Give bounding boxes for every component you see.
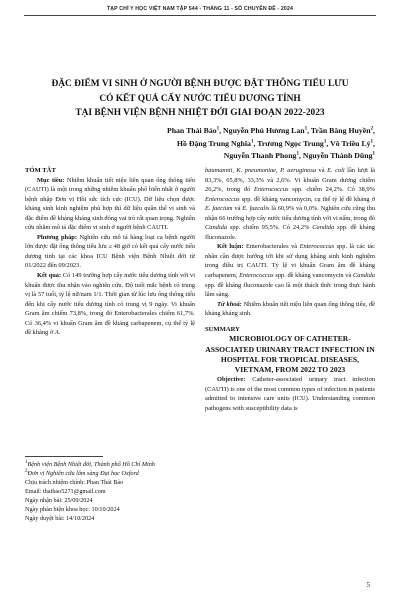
email-line (25, 487, 195, 496)
received-value: 25/09/2024 (64, 497, 93, 504)
organism: Enterococcus (239, 272, 274, 280)
author-affiliation: 1 (216, 126, 220, 132)
author-sep: , (373, 126, 375, 135)
organism: Enterococcus (205, 195, 240, 203)
organism: E. faecalis (242, 205, 270, 213)
author-sep: , (298, 151, 303, 160)
objective-en-label: Objective: (217, 376, 246, 384)
text: spp. đề kháng vancomycin, cụ thể tỷ lệ đề kháng ở (241, 195, 375, 203)
author-sep: , (219, 126, 224, 135)
email-label: Email: (25, 488, 42, 495)
author-sep: , (326, 138, 331, 148)
organism: Enterococcus (299, 243, 335, 251)
method-label: Phương pháp: (37, 233, 77, 241)
author-name: Nguyễn Thành Dũng (302, 151, 373, 160)
result-continued (205, 166, 375, 242)
method-text: Nghiên cứu mô tả hàng loạt ca bệnh người lớn được đặt ống thông tiểu lưu ≥ 48 giờ có kết quả cấy nước tiểu dương tính tại các khoa ICU Bệnh viện Bệnh Nhiệt đới từ 01/2022 đến 09/2023. (25, 233, 195, 270)
conclusion-paragraph (205, 242, 375, 299)
author-name: Nguyễn Thanh Phong (223, 151, 297, 160)
author-line-2 (45, 138, 375, 151)
english-title: MICROBIOLOGY OF CATHETER-ASSOCIATED URINARY TRACT INFECTION IN HOSPITAL FOR TROPICAL DISEASES, VIETNAM, FROM 2022 TO 2023 (205, 334, 375, 374)
author-sep: , (373, 138, 375, 148)
received-date (25, 496, 195, 505)
objective-label: Mục tiêu: (37, 176, 65, 184)
title-line-1: ĐẶC ĐIỂM VI SINH Ở NGƯỜI BỆNH ĐƯỢC ĐẶT THÔNG TIỂU LƯU (51, 79, 349, 89)
objective-en-paragraph (205, 375, 375, 413)
page-number: 5 (366, 581, 370, 589)
affiliation-1-text: Bệnh viện Bệnh Nhiệt đới, Thành phố Hồ Chí Minh (27, 461, 155, 468)
text: spp. đề kháng fluconazole. (205, 224, 375, 241)
method-paragraph (25, 233, 195, 271)
author-name: Trương Ngọc Trung (257, 138, 324, 148)
approved-value: 14/10/2024 (66, 515, 95, 522)
affiliation-2-text: Đơn vị Nghiên cứu lâm sàng Đại học Oxford (27, 470, 139, 477)
author-affiliation: 1 (304, 126, 308, 132)
received-label: Ngày nhận bài: (25, 497, 63, 504)
text: spp. đề kháng vancomycin và (275, 272, 352, 280)
corresponding-name: Phan Thái Bảo (86, 479, 124, 486)
email-address[interactable]: thaibao5271@gmail.com (43, 488, 106, 495)
organism: Enterococcus (253, 186, 289, 194)
keywords-text: Nhiễm khuẩn tiết niệu liên quan ống thông tiểu, đề kháng kháng sinh. (205, 300, 375, 318)
organism: baumannii, K. pneumoniae, P. aeruginosa (205, 167, 317, 174)
author-sep: , (253, 138, 258, 148)
result-text: Có 149 trường hợp cấy nước tiểu dương tính với vi khuẩn được thu nhận vào nghiên cứu. Độ tuổi mắc bệnh có trung vị là 57 tuổi, tỷ lệ nữ/nam 1/1. Thời gian từ lúc lưu ống thông tiểu đến khi cấy nước tiểu dương tính có trung vị 9 ngày. Vi khuẩn Gram âm chiếm 73,8%, trong đó Enterobacterales chiếm 61,7%. Có 36,4% vi khuẩn Gram âm đề kháng carbapenem, cụ thể tỷ lệ đề kháng ở (25, 272, 195, 337)
author-name: Phan Thái Bảo (166, 126, 217, 135)
result-label: Kết quả: (37, 272, 62, 280)
right-column (205, 166, 375, 413)
keywords-label: Từ khoá: (217, 300, 242, 308)
reviewed-value: 10/10/2024 (91, 506, 120, 513)
footnotes (25, 460, 195, 523)
author-affiliation: 2 (370, 126, 374, 132)
corresponding-label: Chịu trách nhiệm chính: (25, 479, 85, 486)
summary-en-heading: SUMMARY (205, 325, 240, 333)
author-affiliation: 1 (372, 151, 375, 157)
organism: Candida (205, 224, 228, 232)
left-column (25, 166, 195, 338)
journal-header: TẠP CHÍ Y HỌC VIỆT NAM TẬP 544 - THÁNG 11 - SỐ CHUYÊN ĐỀ - 2024 (106, 6, 294, 12)
corresponding-author (25, 478, 195, 487)
objective-paragraph (25, 176, 195, 233)
author-name: Võ Triều Lý (330, 138, 371, 148)
author-name: Hồ Đặng Trung Nghĩa (176, 138, 251, 148)
author-affiliation: 1 (370, 138, 374, 144)
result-paragraph (25, 271, 195, 338)
text: lần lượt là 83,3%, 65,8%, 33,3% và 2,6%. Vi khuẩn Gram dương chiếm 26,2%, trong đó (205, 167, 375, 194)
title-line-3: TẠI BỆNH VIỆN BỆNH NHIỆT ĐỚI GIAI ĐOẠN 2022-2023 (75, 108, 325, 118)
objective-text: Nhiễm khuẩn tiết niệu liên quan ống thông tiểu (CAUTI) là một trong những nhiễm khuẩn phổ biến nhất ở người bệnh nhập Đơn vị Hồi sức tích cực (ICU). Dữ liệu chọn được kháng sinh kinh nghiệm phù hợp thì dữ liệu quần thể vi sinh và đặc điểm đề kháng kháng sinh đóng vai trò rất quan trọng. Nghiên cứu nhằm mô tả đặc điểm vi sinh ở người bệnh CAUTI. (25, 176, 195, 232)
organism: E. coli (327, 167, 345, 174)
author-name: Nguyễn Phú Hương Lan (223, 126, 305, 135)
reviewed-date (25, 505, 195, 514)
text: spp. chiếm 24,2%. Có 38,9% (292, 186, 375, 194)
header-rule (24, 15, 376, 16)
reviewed-label: Ngày phản biện khoa học: (25, 506, 90, 513)
footnote-rule (25, 456, 103, 457)
author-sep: , (307, 126, 311, 135)
approved-label: Ngày duyệt bài: (25, 515, 65, 522)
organism: E. faecium (205, 205, 233, 213)
text: spp. chiếm 95,5%. Có 24,2% (229, 224, 310, 232)
author-affiliation: 1 (296, 151, 299, 157)
author-name: Trần Băng Huyền (310, 126, 371, 135)
article-title (20, 77, 380, 121)
author-affiliation: 1 (250, 138, 254, 144)
text: là 60,9% và 0,0%. Nghiên cứu cũng thu nhận 66 trường hợp cấy nước tiểu dương tính với vi nấm, trong đó (205, 205, 375, 222)
text: Enterobacterales và (246, 243, 298, 251)
organism: Candida (352, 272, 375, 280)
affiliation-2: $^2$Đơn vị Nghiên cứu lâm sàng Đại học Oxford (25, 468, 139, 477)
result-tail: A. (54, 329, 61, 337)
text: spp. là các tác nhân cần được hướng tới khi sử dụng kháng sinh kinh nghiệm trong điều trị CAUTI. Tỷ lệ vi khuẩn Gram âm đề kháng carbapenem, (205, 243, 375, 280)
objective-en-text: Catheter-associated urinary tract infection (CAUTI) is one of the most common types of infection in patients admitted to intensive care units (ICU). Understanding common pathogens with susceptibility data is (205, 376, 375, 412)
keywords-paragraph (205, 300, 375, 319)
text: và (318, 167, 325, 174)
author-list (45, 125, 375, 163)
author-affiliation: 1 (323, 138, 327, 144)
affiliation-1: $^1$Bệnh viện Bệnh Nhiệt đới, Thành phố Hồ Chí Minh (25, 459, 155, 468)
approved-date (25, 514, 195, 523)
title-line-2: CÓ KẾT QUẢ CẤY NƯỚC TIỂU DƯƠNG TÍNH (99, 93, 301, 104)
conclusion-label: Kết luận: (217, 243, 244, 251)
text: và (234, 205, 241, 213)
summary-heading: TÓM TẮT (25, 167, 56, 174)
organism: Candida (312, 224, 335, 232)
author-line-1 (45, 125, 375, 138)
text: spp. đề kháng fluconazole cao là một thách thức trong thực hành lâm sàng. (205, 281, 375, 299)
author-line-3 (45, 150, 375, 163)
